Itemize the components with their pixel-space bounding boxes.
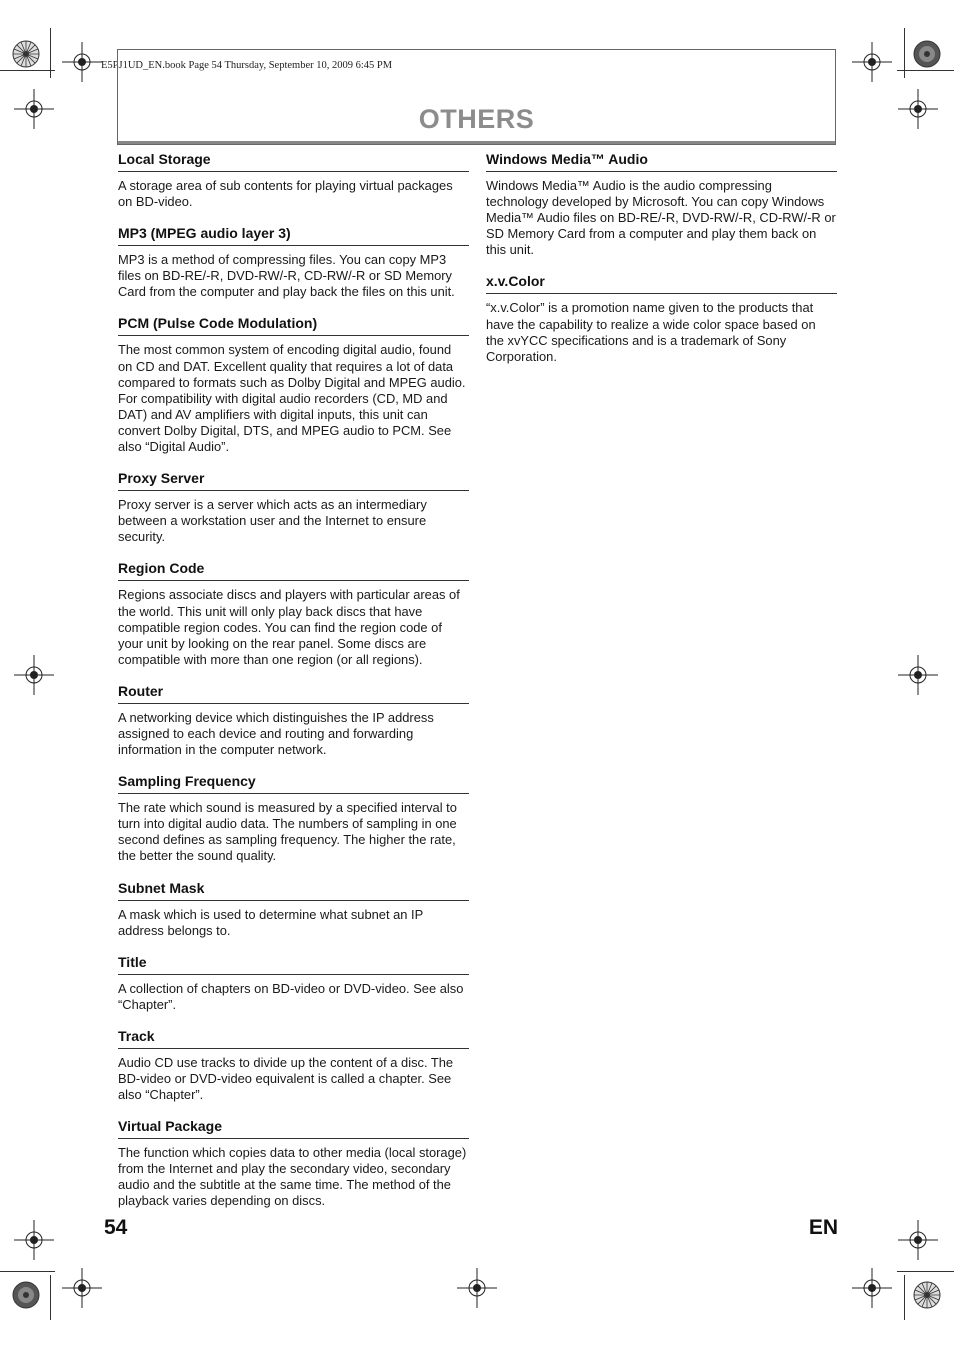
glossary-term: Track [118, 1027, 469, 1049]
glossary-definition: Audio CD use tracks to divide up the content of a disc. The BD-video or DVD-video equivalent is called a chapter. See also “Chapter”. [118, 1054, 454, 1103]
glossary-entry [486, 150, 837, 258]
trim-line [0, 1271, 55, 1272]
glossary-term: x.v.Color [486, 272, 837, 294]
glossary-term: Windows Media™ Audio [486, 150, 837, 172]
section-title: OTHERS [418, 104, 535, 134]
trim-line [904, 28, 905, 78]
glossary-definition: The rate which sound is measured by a specified interval to turn into digital audio data. The numbers of sampling in one second defines as sampling frequency. The higher the rate, the better the sound quality. [118, 800, 457, 864]
registration-mark-icon [457, 1268, 497, 1308]
glossary-entry [118, 1117, 469, 1209]
registration-mark-icon [898, 655, 938, 695]
glossary-entry [486, 272, 837, 364]
glossary-entry [118, 559, 469, 667]
glossary-definition: Proxy server is a server which acts as an intermediary between a workstation user and the Internet to ensure security. [118, 497, 427, 545]
registration-mark-icon [62, 42, 102, 82]
glossary-term: Subnet Mask [118, 879, 469, 901]
glossary-definition: Regions associate discs and players with particular areas of the world. This unit will only play back discs that have compatible region codes. You can find the region code of your unit by looking on the rear panel. Some discs are compatible with more than one region (or all regions). [118, 587, 460, 667]
registration-mark-icon [62, 1268, 102, 1308]
color-wheel-icon [12, 1281, 40, 1309]
trim-line [50, 1275, 51, 1320]
trim-line [50, 28, 51, 78]
title-frame [117, 49, 836, 145]
glossary-definition: The most common system of encoding digital audio, found on CD and DAT. Excellent quality that requires a lot of data compared to formats such as Dolby Digital and MPEG audio. For compatibility with digital audio recorders (CD, MD and DAT) and AV amplifiers with digital inputs, this unit can convert Dolby Digital, DTS, and MPEG audio to PCM. See also “Digital Audio”. [118, 342, 466, 455]
glossary-definition: A mask which is used to determine what subnet an IP address belongs to. [118, 906, 424, 938]
glossary-term: Router [118, 682, 469, 704]
glossary-entry [118, 1027, 469, 1103]
registration-mark-icon [898, 1220, 938, 1260]
page-number: 54 [104, 1216, 128, 1239]
glossary-entry [118, 879, 469, 939]
registration-mark-icon [14, 655, 54, 695]
color-wheel-icon [913, 1281, 941, 1309]
trim-line [897, 70, 954, 71]
registration-mark-icon [14, 1220, 54, 1260]
glossary-entry [118, 314, 469, 455]
trim-line [0, 70, 55, 71]
glossary-entry [118, 150, 469, 210]
glossary-entry [118, 772, 469, 864]
glossary-entry [118, 224, 469, 300]
print-header: E5PJ1UD_EN.book Page 54 Thursday, September 10, 2009 6:45 PM [101, 60, 393, 71]
glossary-term: Title [118, 953, 469, 975]
registration-mark-icon [852, 42, 892, 82]
glossary-left-column [118, 150, 469, 1224]
glossary-term: MP3 (MPEG audio layer 3) [118, 224, 469, 246]
glossary-term: PCM (Pulse Code Modulation) [118, 314, 469, 336]
glossary-definition: A networking device which distinguishes the IP address assigned to each device and routing and forwarding information in the computer network. [118, 709, 434, 758]
color-wheel-icon [913, 40, 941, 68]
glossary-entry [118, 682, 469, 758]
trim-line [904, 1275, 905, 1320]
glossary-entry [118, 953, 469, 1013]
glossary-definition: A storage area of sub contents for playing virtual packages on BD-video. [118, 178, 453, 210]
registration-mark-icon [852, 1268, 892, 1308]
glossary-term: Sampling Frequency [118, 772, 469, 794]
glossary-right-column [486, 150, 837, 379]
glossary-term: Region Code [118, 559, 469, 581]
registration-mark-icon [898, 89, 938, 129]
glossary-term: Proxy Server [118, 469, 469, 491]
glossary-term: Virtual Package [118, 1117, 469, 1139]
glossary-definition: A collection of chapters on BD-video or DVD-video. See also “Chapter”. [118, 980, 464, 1012]
glossary-term: Local Storage [118, 150, 469, 172]
trim-line [897, 1271, 954, 1272]
glossary-definition: “x.v.Color” is a promotion name given to the products that have the capability to realize a wide color space based on the xvYCC specifications and is a trademark of Sony Corporation. [486, 300, 816, 364]
color-wheel-icon [12, 40, 40, 68]
glossary-definition: MP3 is a method of compressing files. You can copy MP3 files on BD-RE/-R, DVD-RW/-R, CD-RW/-R or SD Memory Card from the computer and play back the files on this unit. [118, 252, 455, 300]
registration-mark-icon [14, 89, 54, 129]
language-code: EN [808, 1216, 838, 1239]
glossary-definition: Windows Media™ Audio is the audio compressing technology developed by Microsoft. You can copy Windows Media™ Audio files on BD-RE/-R, DVD-RW/-R, CD-RW/-R or SD Memory Card from a computer and play them back on this unit. [486, 178, 836, 258]
glossary-entry [118, 469, 469, 545]
glossary-definition: The function which copies data to other media (local storage) from the Internet and play the secondary video, secondary audio and the subtitle at the same time. The method of the playback varies depending on discs. [118, 1145, 467, 1209]
